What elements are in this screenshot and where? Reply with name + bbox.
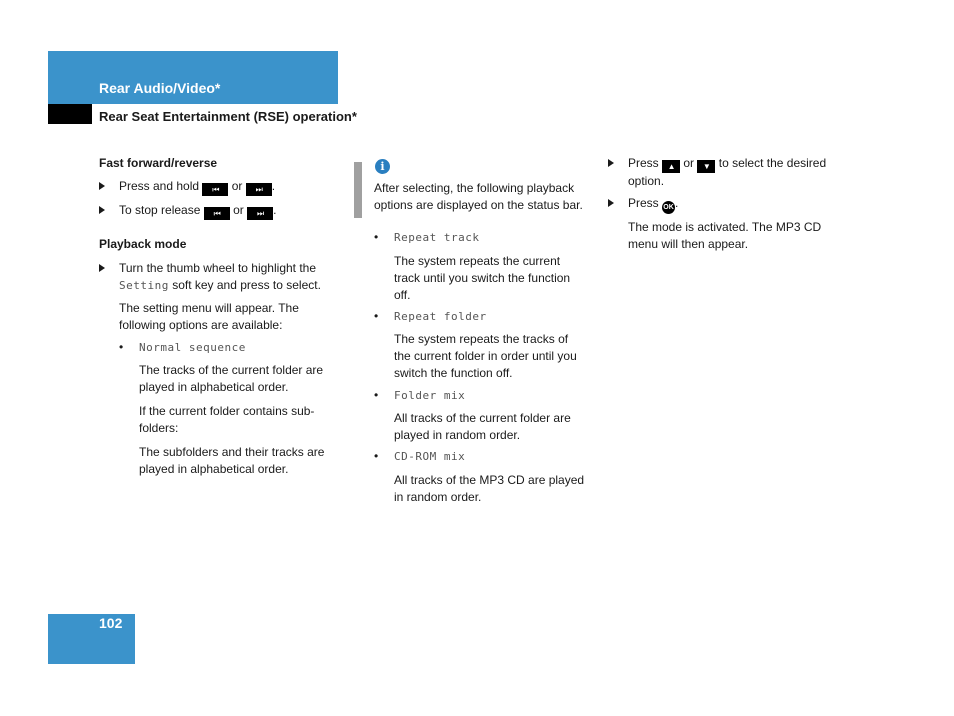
skip-forward-key-icon: ⏭ <box>246 183 272 196</box>
setting-softkey-label: Setting <box>119 279 169 292</box>
info-icon: i <box>375 159 390 174</box>
bullet-icon: • <box>374 309 379 323</box>
ff-step-press: Press and hold ⏮ or ⏭ . <box>119 178 275 196</box>
skip-back-key-icon: ⏮ <box>202 183 228 196</box>
repeat-track-desc: The system repeats the current track until you switch the function off. <box>394 254 571 302</box>
option-repeat-track: • Repeat track <box>374 230 480 244</box>
option-folder-mix: • Folder mix <box>374 388 466 402</box>
step-arrow-icon <box>608 199 614 207</box>
page-number: 102 <box>99 615 123 631</box>
mode-activated-result: The mode is activated. The MP3 CD menu will then appear. <box>628 220 822 251</box>
cdrom-mix-desc: All tracks of the MP3 CD are played in random order. <box>394 473 585 504</box>
repeat-folder-desc: The system repeats the tracks of the current folder in order until you switch the function off. <box>394 332 577 380</box>
playback-step-thumbwheel: Turn the thumb wheel to highlight the Setting soft key and press to select. <box>119 260 349 294</box>
normal-sequence-subfolder-note: If the current folder contains sub- folders: <box>139 404 315 435</box>
playback-mode-heading: Playback mode <box>99 237 187 251</box>
fast-forward-heading: Fast forward/reverse <box>99 156 218 170</box>
info-side-bar <box>354 162 362 218</box>
step-select-option: Press ▲ or ▼ to select the desired option. <box>628 155 858 190</box>
ff-step-release: To stop release ⏮ or ⏭ . <box>119 202 276 220</box>
folder-mix-desc: All tracks of the current folder are played in random order. <box>394 411 571 442</box>
step-press-ok: Press OK. <box>628 195 678 214</box>
bullet-icon: • <box>374 388 379 402</box>
step-arrow-icon <box>99 264 105 272</box>
page-subtitle: Rear Seat Entertainment (RSE) operation* <box>99 109 357 124</box>
skip-back-key-icon: ⏮ <box>204 207 230 220</box>
step-arrow-icon <box>608 159 614 167</box>
down-key-icon: ▼ <box>697 160 715 173</box>
info-note: After selecting, the following playback options are displayed on the status bar. <box>374 181 583 212</box>
option-normal-sequence: • Normal sequence <box>119 340 246 354</box>
header-tab-marker <box>48 104 92 124</box>
normal-sequence-subfolder-desc: The subfolders and their tracks are played in alphabetical order. <box>139 445 325 476</box>
ok-button-icon: OK <box>662 201 675 214</box>
option-repeat-folder: • Repeat folder <box>374 309 487 323</box>
bullet-icon: • <box>374 230 379 244</box>
setting-menu-paragraph: The setting menu will appear. The following options are available: <box>119 301 299 332</box>
step-arrow-icon <box>99 182 105 190</box>
section-title: Rear Audio/Video* <box>99 80 221 96</box>
step-arrow-icon <box>99 206 105 214</box>
skip-forward-key-icon: ⏭ <box>247 207 273 220</box>
option-cdrom-mix: • CD-ROM mix <box>374 449 466 463</box>
bullet-icon: • <box>119 340 124 354</box>
normal-sequence-desc: The tracks of the current folder are played in alphabetical order. <box>139 363 324 394</box>
up-key-icon: ▲ <box>662 160 680 173</box>
bullet-icon: • <box>374 449 379 463</box>
